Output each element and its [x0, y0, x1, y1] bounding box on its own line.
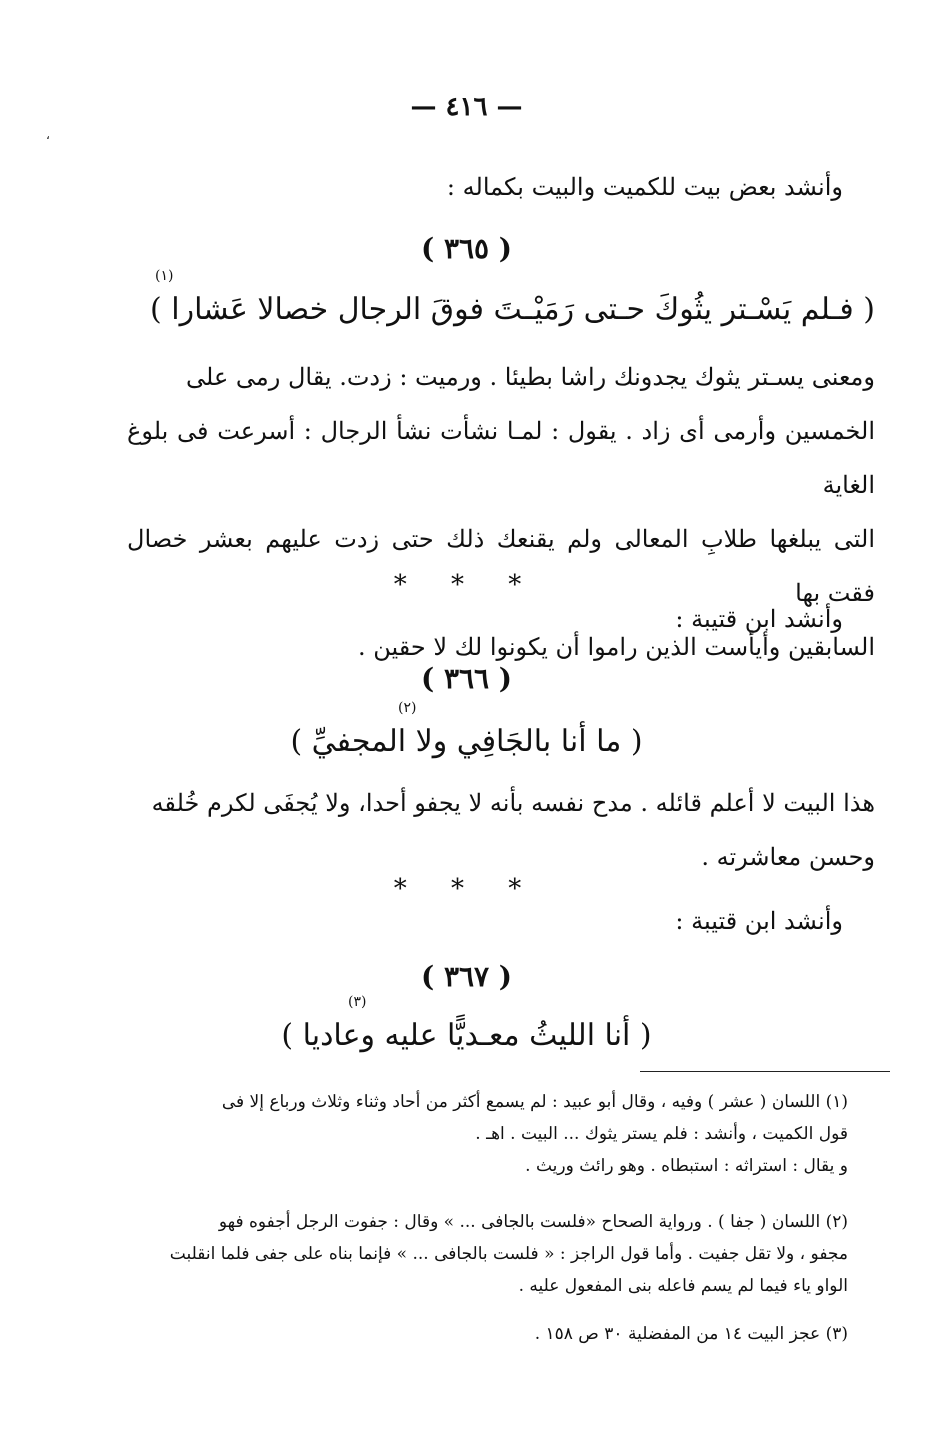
footnote-2: [143, 1206, 848, 1302]
footnote-marker-3: (٣): [348, 994, 367, 1010]
verse-367: ( أنا الليثُ معـديًّا عليه وعاديا ): [281, 1018, 652, 1053]
footnote-2-line-2: مجفو ، ولا تقل جفيت . وأما قول الراجز : « فلست بالجافى ... » فإنما بناه على جفى فلما انقلبت: [169, 1244, 848, 1264]
entry-number-365: ( ٣٦٥ ): [420, 232, 513, 265]
entry-number-366: ( ٣٦٦ ): [420, 662, 513, 695]
footnote-3-line-1: (٣) عجز البيت ١٤ من المفضلية ٣٠ ص ١٥٨ .: [534, 1324, 848, 1344]
entry-number-367: ( ٣٦٧ ): [420, 960, 513, 993]
separator-2: * * *: [393, 874, 540, 904]
footnote-rule: [640, 1071, 890, 1072]
separator-1: * * *: [393, 570, 540, 600]
commentary-366: [127, 776, 875, 884]
footnote-marker-1: (١): [155, 268, 174, 284]
verse-366: ( ما أنا بالجَافِي ولا المجفيِّ ): [290, 724, 643, 759]
footnote-3: [143, 1318, 848, 1350]
verse-365-hemistich-1: ( فـلم يَسْـتر يثُوكَ حـتى رَمَيْـ: [525, 292, 875, 327]
commentary-366-line-2: وحسن معاشرته .: [701, 843, 875, 871]
intro-366: وأنشد ابن قتيبة :: [675, 605, 843, 633]
commentary-366-line-1: هذا البيت لا أعلم قائله . مدح نفسه بأنه لا يجفو أحدا، ولا يُجفَى لكرم خُلقه: [151, 789, 875, 817]
footnote-2-line-1: (٢) اللسان ( جفا ) . ورواية الصحاح «فلست بالجافى ... » وقال : جفوت الرجل أجفوه فهو: [218, 1212, 848, 1232]
page-number: — ٤١٦ —: [410, 92, 523, 122]
footnote-2-line-3: الواو ياء فيما لم يسم فاعله بنى المفعول عليه .: [518, 1276, 848, 1296]
stray-mark: ،: [46, 128, 50, 142]
intro-365: وأنشد بعض بيت للكميت والبيت بكماله :: [446, 173, 843, 201]
footnote-marker-2: (٢): [398, 700, 417, 716]
verse-365-hemistich-2: ـتَ فوقَ الرجال خصالا عَشارا ): [150, 292, 532, 327]
intro-367: وأنشد ابن قتيبة :: [675, 907, 843, 935]
footnote-1-line-2: قول الكميت ، وأنشد : فلم يستر يثوك ... البيت . اهـ .: [475, 1124, 848, 1144]
footnote-1-line-3: و يقال : استراثه : استبطاه . وهو رائث وريث .: [525, 1156, 848, 1176]
commentary-365-line-1: ومعنى يسـتر يثوك يجدونك راشا بطيئا . ورميت : زدت. يقال رمى على: [186, 363, 875, 391]
commentary-365-line-2: الخمسين وأرمى أى زاد . يقول : لمـا نشأت نشأ الرجال : أسرعت فى بلوغ الغاية: [127, 417, 875, 499]
commentary-365-line-4: السابقين وأيأست الذين راموا أن يكونوا لك لا حقين .: [357, 633, 875, 661]
footnote-1-line-1: (١) اللسان ( عشر ) وفيه ، وقال أبو عبيد : لم يسمع أكثر من أحاد وثناء وثلاث ورباع إلا فى: [221, 1092, 848, 1112]
commentary-365-line-3: التى يبلغها طلابِ المعالى ولم يقنعك ذلك حتى زدت عليهم بعشر خصال فقت بها: [127, 525, 875, 607]
footnote-1: [143, 1086, 848, 1182]
